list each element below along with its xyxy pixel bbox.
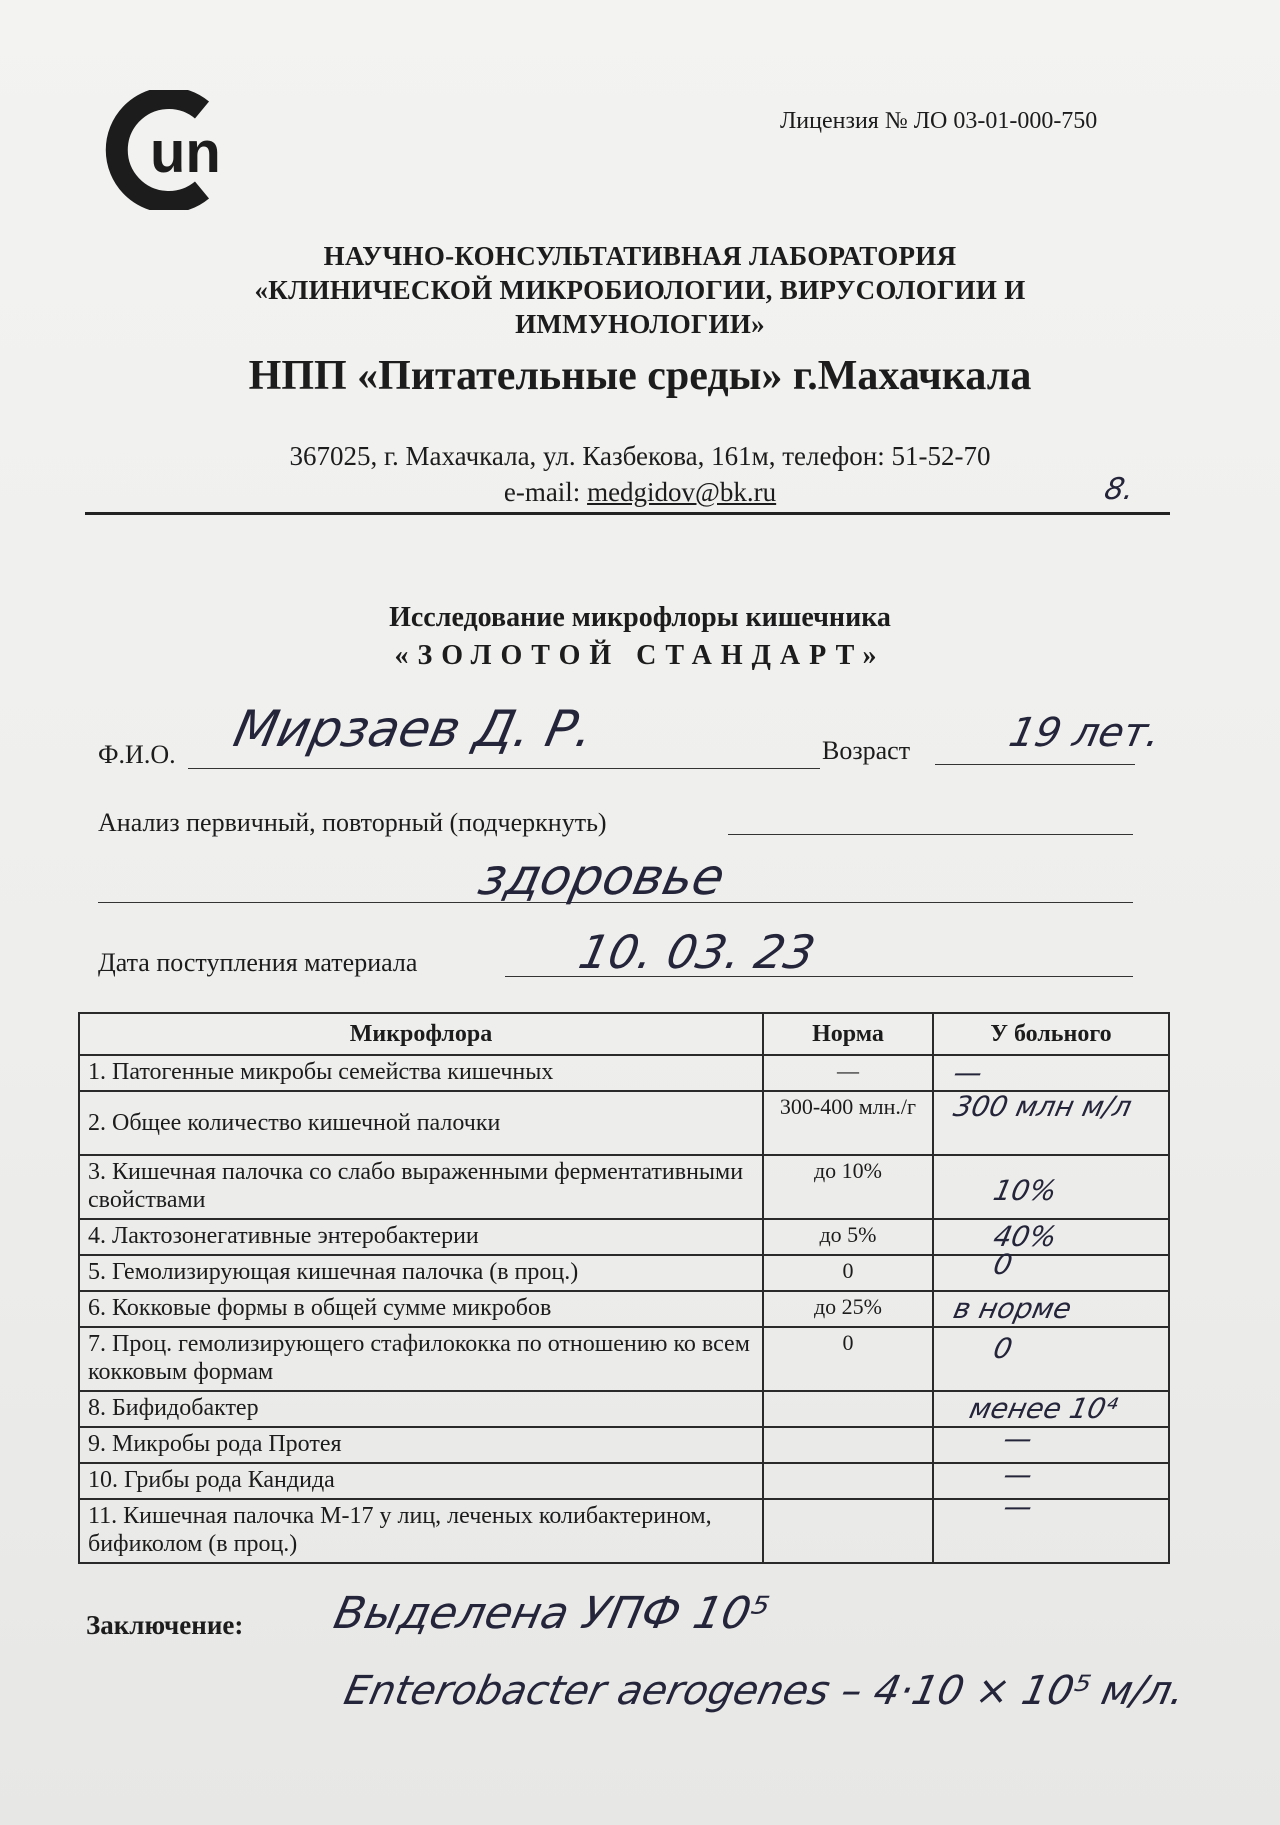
patient-value-text: 0 bbox=[990, 1332, 1016, 1365]
row-description: 5. Гемолизирующая кишечная палочка (в проц.) bbox=[79, 1255, 763, 1291]
row-description: 8. Бифидобактер bbox=[79, 1391, 763, 1427]
table-row bbox=[79, 1255, 1169, 1291]
row-norm bbox=[763, 1391, 933, 1427]
row-description: 9. Микробы рода Протея bbox=[79, 1427, 763, 1463]
patient-value-text: — bbox=[1000, 1422, 1036, 1455]
row-norm bbox=[763, 1499, 933, 1563]
row-description: 10. Грибы рода Кандида bbox=[79, 1463, 763, 1499]
table-row bbox=[79, 1155, 1169, 1219]
row-description: 1. Патогенные микробы семейства кишечных bbox=[79, 1055, 763, 1091]
email-line bbox=[120, 476, 1160, 508]
document-subtitle: «ЗОЛОТОЙ СТАНДАРТ» bbox=[394, 640, 886, 671]
conclusion-line-1[interactable]: Выделена УПФ 10⁵ bbox=[329, 1588, 774, 1639]
table-row bbox=[79, 1463, 1169, 1499]
microflora-table bbox=[78, 1012, 1170, 1564]
row-norm: 300-400 млн./г bbox=[763, 1091, 933, 1155]
row-patient-value[interactable] bbox=[933, 1391, 1169, 1427]
fio-underline bbox=[188, 768, 820, 769]
row-norm bbox=[763, 1463, 933, 1499]
row-patient-value[interactable] bbox=[933, 1422, 1169, 1463]
fio-label: Ф.И.О. bbox=[98, 740, 176, 769]
date-field[interactable]: 10. 03. 23 bbox=[574, 925, 820, 979]
document-title: Исследование микрофлоры кишечника bbox=[389, 602, 891, 633]
row-patient-value[interactable] bbox=[933, 1219, 1169, 1255]
table-row bbox=[79, 1427, 1169, 1463]
patient-value-text: менее 10⁴ bbox=[966, 1392, 1121, 1425]
age-label: Возраст bbox=[822, 736, 911, 765]
header-handwritten-mark: 8. bbox=[1101, 472, 1138, 507]
row-description: 3. Кишечная палочка со слабо выраженными ферментативными свойствами bbox=[79, 1155, 763, 1219]
row-description: 7. Проц. гемолизирующего стафилококка по отношению ко всем кокковым формам bbox=[79, 1327, 763, 1391]
lab-title-line-1: НАУЧНО-КОНСУЛЬТАТИВНАЯ ЛАБОРАТОРИЯ bbox=[323, 241, 957, 271]
conclusion-label: Заключение: bbox=[86, 1610, 244, 1640]
row-patient-value[interactable] bbox=[933, 1458, 1169, 1499]
license-number: Лицензия № ЛО 03-01-000-750 bbox=[780, 108, 1098, 134]
header-patient: У больного bbox=[933, 1013, 1169, 1055]
row-patient-value[interactable] bbox=[933, 1291, 1169, 1327]
row-description: 2. Общее количество кишечной палочки bbox=[79, 1091, 763, 1155]
row-norm: до 10% bbox=[763, 1155, 933, 1219]
row-norm: 0 bbox=[763, 1327, 933, 1391]
patient-value-text: 40% bbox=[990, 1220, 1060, 1253]
row-patient-value[interactable] bbox=[933, 1490, 1169, 1563]
row-norm: до 25% bbox=[763, 1291, 933, 1327]
lab-title-line-2: «КЛИНИЧЕСКОЙ МИКРОБИОЛОГИИ, ВИРУСОЛОГИИ И bbox=[254, 275, 1026, 305]
row-norm: до 5% bbox=[763, 1219, 933, 1255]
fio-field[interactable]: Мирзаев Д. Р. bbox=[228, 700, 599, 758]
analysis-label: Анализ первичный, повторный (подчеркнуть) bbox=[98, 808, 607, 837]
row-patient-value[interactable] bbox=[933, 1055, 1169, 1091]
table-header-row bbox=[79, 1013, 1169, 1055]
diagnosis-field[interactable]: здоровье bbox=[473, 848, 730, 906]
date-label: Дата поступления материала bbox=[98, 948, 418, 977]
table-row bbox=[79, 1327, 1169, 1391]
row-description: 4. Лактозонегативные энтеробактерии bbox=[79, 1219, 763, 1255]
patient-value-text: 0 bbox=[990, 1248, 1016, 1281]
header-microflora: Микрофлора bbox=[79, 1013, 763, 1055]
row-description: 11. Кишечная палочка М-17 у лиц, леченых колибактерином, бификолом (в проц.) bbox=[79, 1499, 763, 1563]
header-norm: Норма bbox=[763, 1013, 933, 1055]
lab-title-line-3: ИММУНОЛОГИИ» bbox=[515, 309, 765, 339]
age-field[interactable]: 19 лет. bbox=[1005, 710, 1165, 756]
patient-value-text: — bbox=[950, 1056, 986, 1089]
row-patient-value[interactable] bbox=[933, 1155, 1169, 1219]
company-name: НПП «Питательные среды» г.Махачкала bbox=[248, 353, 1032, 399]
table-row bbox=[79, 1391, 1169, 1427]
table-row bbox=[79, 1499, 1169, 1563]
patient-value-text: — bbox=[1000, 1490, 1036, 1523]
row-patient-value[interactable] bbox=[933, 1327, 1169, 1391]
row-norm bbox=[763, 1427, 933, 1463]
table-row bbox=[79, 1091, 1169, 1155]
analysis-underline bbox=[728, 834, 1133, 835]
cun-logo-icon bbox=[92, 90, 242, 210]
email-link[interactable]: medgidov@bk.ru bbox=[587, 477, 777, 507]
row-norm: — bbox=[763, 1055, 933, 1091]
patient-value-text: в норме bbox=[950, 1292, 1075, 1325]
row-description: 6. Кокковые формы в общей сумме микробов bbox=[79, 1291, 763, 1327]
table-row bbox=[79, 1055, 1169, 1091]
row-patient-value[interactable] bbox=[933, 1248, 1169, 1291]
conclusion-line-2[interactable]: Enterobacter aerogenes – 4·10 × 10⁵ м/л. bbox=[340, 1668, 1189, 1714]
table-row bbox=[79, 1291, 1169, 1327]
email-label: e-mail: bbox=[503, 477, 581, 507]
patient-value-text: 10% bbox=[990, 1174, 1060, 1207]
row-patient-value[interactable] bbox=[933, 1091, 1169, 1155]
patient-value-text: 300 млн м/л bbox=[950, 1090, 1135, 1123]
header-divider bbox=[85, 512, 1170, 515]
logo-letters: un bbox=[150, 120, 221, 185]
patient-value-text: — bbox=[1000, 1458, 1036, 1491]
address: 367025, г. Махачкала, ул. Казбекова, 161м, телефон: 51-52-70 bbox=[289, 441, 991, 471]
row-norm: 0 bbox=[763, 1255, 933, 1291]
age-underline bbox=[935, 764, 1135, 765]
